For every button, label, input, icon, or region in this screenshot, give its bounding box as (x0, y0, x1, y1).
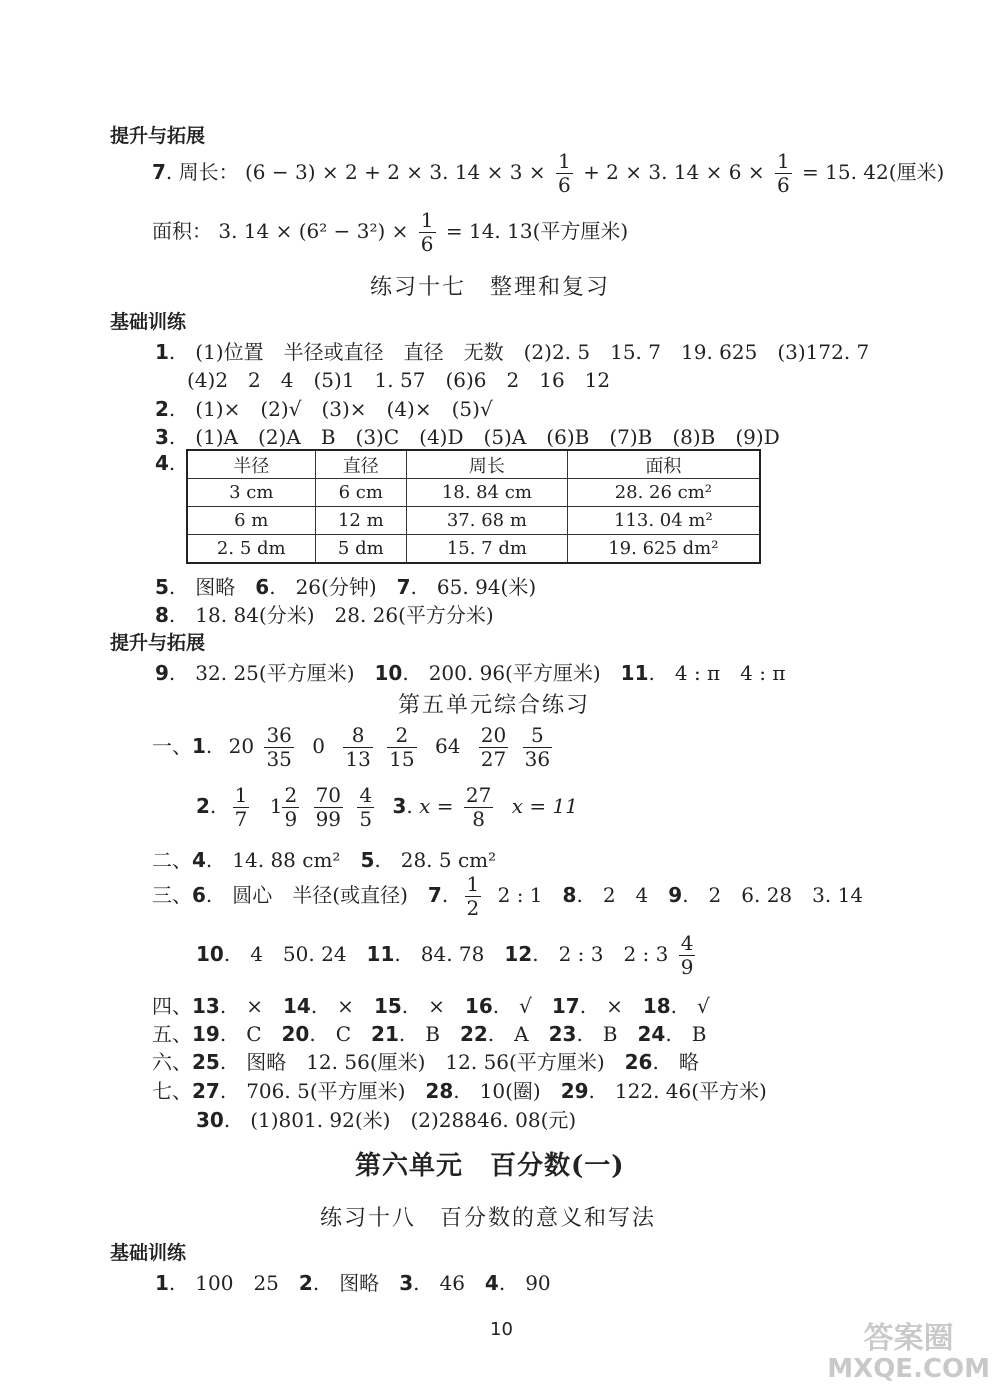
answer-line: 1. 100 25 2. 图略 3. 46 4. 90 (155, 1271, 551, 1295)
answer-line: 9. 32. 25(平方厘米) 10. 200. 96(平方厘米) 11. 4 : π 4 : π (155, 661, 786, 685)
unit-title: 第六单元 百分数(一) (355, 1151, 625, 1181)
table-cell: 12 m (315, 507, 407, 535)
table-header: 面积 (567, 450, 760, 479)
answer-line: 四、13. × 14. × 15. × 16. √ 17. × 18. √ (152, 994, 710, 1018)
section-heading: 基础训练 (110, 311, 187, 333)
table-cell: 5 dm (315, 535, 407, 564)
fraction: $\frac{1}{6}$ (420, 208, 434, 256)
q7-perimeter-line: 7. 周长： (6 − 3) × 2 + 2 × 3. 14 × 3 × $\frac{1}{6}$ + 2 × 3. 14 × 6 × $\frac{1}{6}$ = 15. 42(厘米) (152, 149, 945, 197)
answer-line: 8. 18. 84(分米) 28. 26(平方分米) (155, 603, 494, 627)
answer-line: 六、25. 图略 12. 56(厘米) 12. 56(平方厘米) 26. 略 (152, 1050, 699, 1074)
answer-line: 1. (1)位置 半径或直径 直径 无数 (2)2. 5 15. 7 19. 625 (3)172. 7 (155, 340, 870, 364)
answer-number: 4. (155, 451, 176, 475)
fraction: $\frac{1}{6}$ (776, 149, 790, 197)
circle-table (186, 449, 761, 564)
answer-line: 七、27. 706. 5(平方厘米) 28. 10(圈) 29. 122. 46(平方米) (152, 1079, 767, 1103)
answer-line: (4)2 2 4 (5)1 1. 57 (6)6 2 16 12 (187, 368, 611, 392)
expr: (6 − 3) × 2 + 2 × 3. 14 × 3 × (245, 160, 546, 184)
section-heading: 提升与拓展 (110, 632, 206, 654)
exercise-title: 练习十七 整理和复习 (370, 275, 611, 300)
table-cell: 113. 04 m² (567, 507, 760, 535)
table-header: 半径 (187, 450, 315, 479)
table-row (187, 479, 760, 507)
label: 面积： (152, 219, 212, 243)
q-number: 7 (152, 160, 166, 184)
exercise-title: 练习十八 百分数的意义和写法 (320, 1206, 657, 1231)
watermark-top: 答案圈 (863, 1321, 954, 1357)
expr: + 2 × 3. 14 × 6 × (583, 160, 765, 184)
answer-line: 三、6. 圆心 半径(或直径) 7. $\frac{1}{2}$ 2 : 1 8. 2 4 9. 2 6. 28 3. 14 (152, 872, 864, 920)
expr: 3. 14 × (6² − 3²) × (218, 219, 409, 243)
answer-line: 2. (1)× (2)√ (3)× (4)× (5)√ (155, 397, 493, 421)
table-cell: 6 m (187, 507, 315, 535)
table-cell: 2. 5 dm (187, 535, 315, 564)
table-cell: 37. 68 m (407, 507, 568, 535)
table-cell: 28. 26 cm² (567, 479, 760, 507)
answer-line: 30. (1)801. 92(米) (2)28846. 08(元) (196, 1108, 577, 1132)
table-row (187, 507, 760, 535)
area-line (152, 209, 628, 256)
answer-line: 10. 4 50. 24 11. 84. 78 12. 2 : 3 2 : 3 $\frac{4}{9}$ (196, 931, 694, 979)
label: 周长： (178, 160, 239, 184)
table-header: 直径 (315, 450, 407, 479)
section-heading: 提升与拓展 (110, 125, 206, 147)
table-header: 周长 (407, 450, 568, 479)
answer-line-q1: 一、1. 20 $\frac{36}{35}$ 0 $\frac{8}{13}$ $\frac{2}{15}$ 64 $\frac{20}{27}$ $\frac{5}{36}$ (152, 723, 551, 771)
table-cell: 6 cm (315, 479, 407, 507)
answer-line-q2: 2. $\frac{1}{7}$ 1 $\frac{2}{9}$ $\frac{70}{99}$ $\frac{4}{5}$ 3. x = $\frac{27}{8}$ x = 11 (196, 783, 578, 831)
answer-line: 3. (1)A (2)A B (3)C (4)D (5)A (6)B (7)B (8)B (9)D (155, 425, 780, 449)
fraction: $\frac{1}{6}$ (557, 149, 571, 197)
table-cell: 19. 625 dm² (567, 535, 760, 564)
expr: = 14. 13(平方厘米) (445, 219, 629, 243)
table-row (187, 535, 760, 564)
table-cell: 3 cm (187, 479, 315, 507)
answer-line: 二、4. 14. 88 cm² 5. 28. 5 cm² (152, 848, 497, 872)
answer-line: 5. 图略 6. 26(分钟) 7. 65. 94(米) (155, 575, 537, 599)
watermark-logo (827, 1322, 990, 1384)
watermark-bottom: MXQE.COM (827, 1354, 990, 1385)
unit-review-title: 第五单元综合练习 (398, 693, 591, 718)
answer-line: 五、19. C 20. C 21. B 22. A 23. B 24. B (152, 1022, 707, 1046)
table-header-row (187, 450, 760, 479)
page-number: 10 (490, 1319, 513, 1340)
section-heading: 基础训练 (110, 1242, 187, 1264)
table-cell: 18. 84 cm (407, 479, 568, 507)
expr: = 15. 42(厘米) (802, 160, 945, 184)
table-cell: 15. 7 dm (407, 535, 568, 564)
